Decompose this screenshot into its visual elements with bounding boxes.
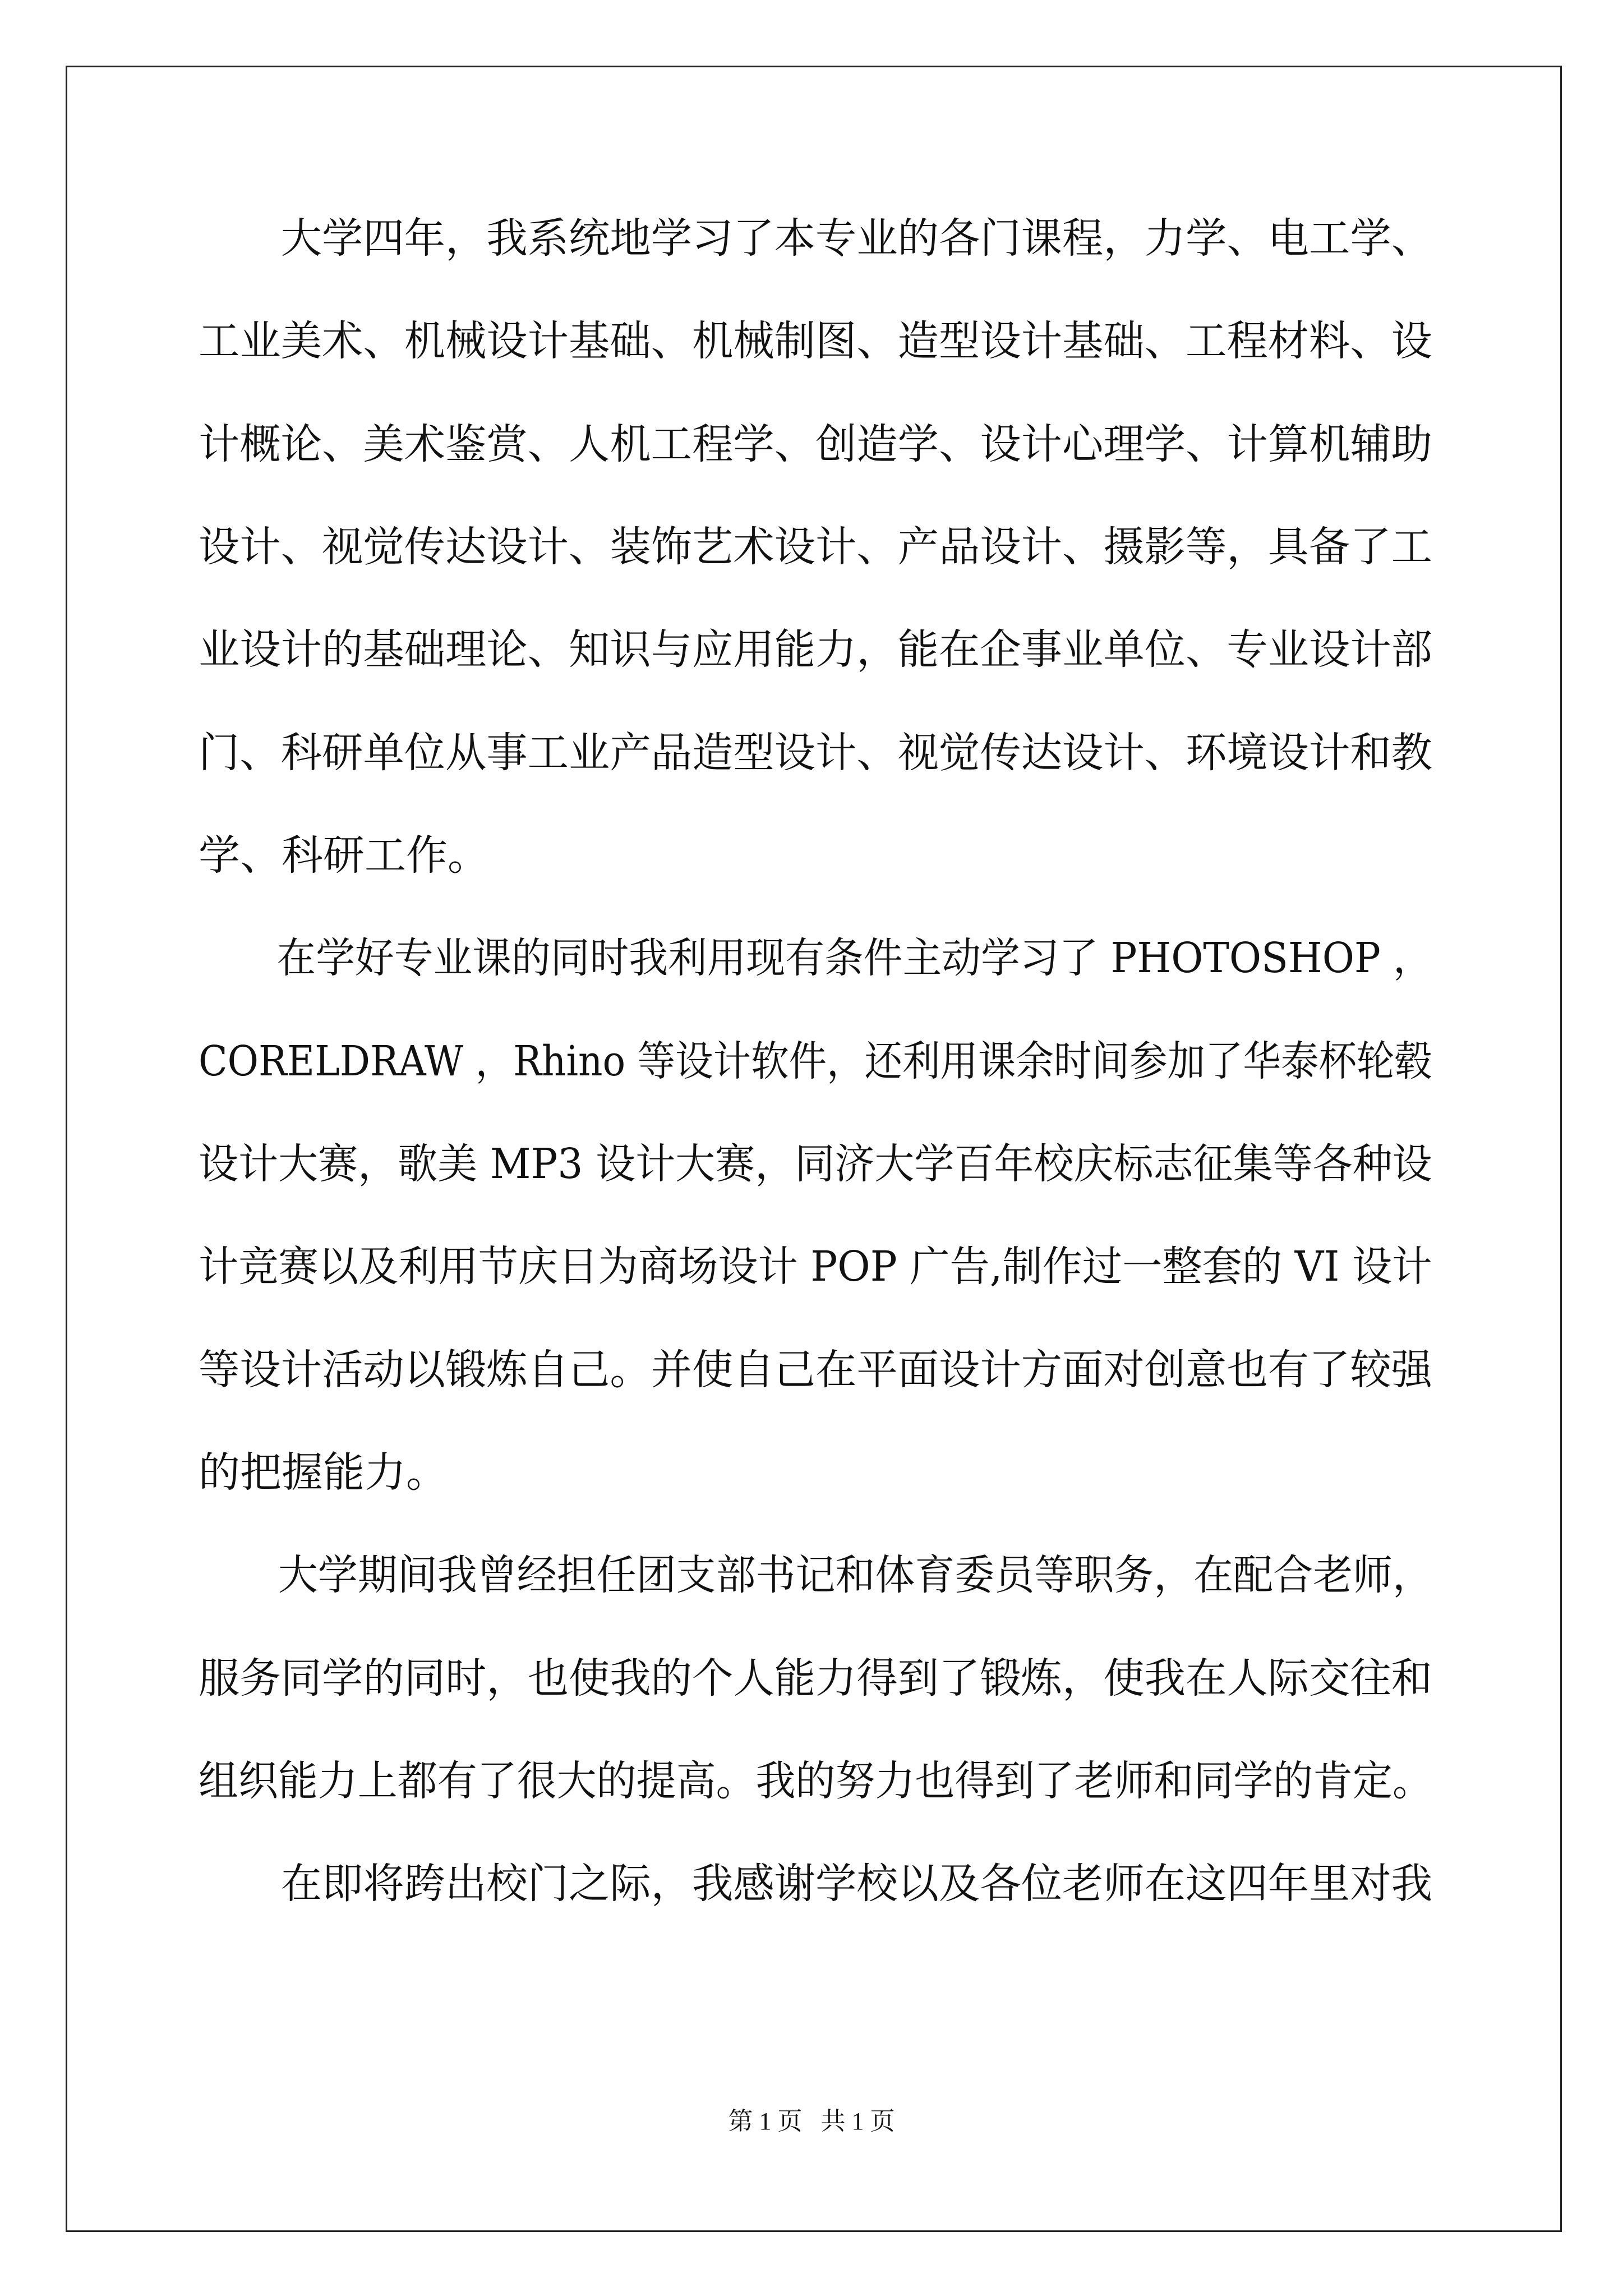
text-line: 大学四年，我系统地学习了本专业的各门课程，力学、电工学、 (199, 214, 1432, 263)
text-line: 门、科研单位从事工业产品造型设计、视觉传达设计、环境设计和教 (199, 729, 1432, 777)
text-line: 在即将跨出校门之际，我感谢学校以及各位老师在这四年里对我 (199, 1860, 1432, 1908)
text-line: 计竞赛以及利用节庆日为商场设计 POP 广告,制作过一整套的 VI 设计 (199, 1243, 1432, 1291)
text-line: CORELDRAW ，Rhino 等设计软件，还利用课余时间参加了华泰杯轮毂 (199, 1037, 1433, 1085)
text-line: 计概论、美术鉴赏、人机工程学、创造学、设计心理学、计算机辅助 (199, 420, 1432, 468)
text-line: 大学期间我曾经担任团支部书记和体育委员等职务，在配合老师， (199, 1551, 1432, 1599)
text-line: 工业美术、机械设计基础、机械制图、造型设计基础、工程材料、设 (199, 317, 1432, 365)
page-footer (0, 2101, 1623, 2137)
text-line: 设计大赛，歌美 MP3 设计大赛，同济大学百年校庆标志征集等各种设 (199, 1140, 1432, 1188)
text-line: 业设计的基础理论、知识与应用能力，能在企事业单位、专业设计部 (199, 625, 1432, 674)
text-line: 的把握能力。 (199, 1448, 448, 1497)
text-line: 服务同学的同时，也使我的个人能力得到了锻炼，使我在人际交往和 (199, 1654, 1432, 1703)
text-line: 组织能力上都有了很大的提高。我的努力也得到了老师和同学的肯定。 (199, 1757, 1432, 1805)
text-line: 等设计活动以锻炼自己。并使自己在平面设计方面对创意也有了较强 (199, 1346, 1432, 1394)
text-line: 在学好专业课的同时我利用现有条件主动学习了 PHOTOSHOP ， (199, 934, 1432, 982)
page-number: 第 1 页 共 1 页 (728, 2108, 895, 2135)
text-line: 学、科研工作。 (199, 831, 489, 880)
text-line: 设计、视觉传达设计、装饰艺术设计、产品设计、摄影等，具备了工 (199, 523, 1432, 571)
